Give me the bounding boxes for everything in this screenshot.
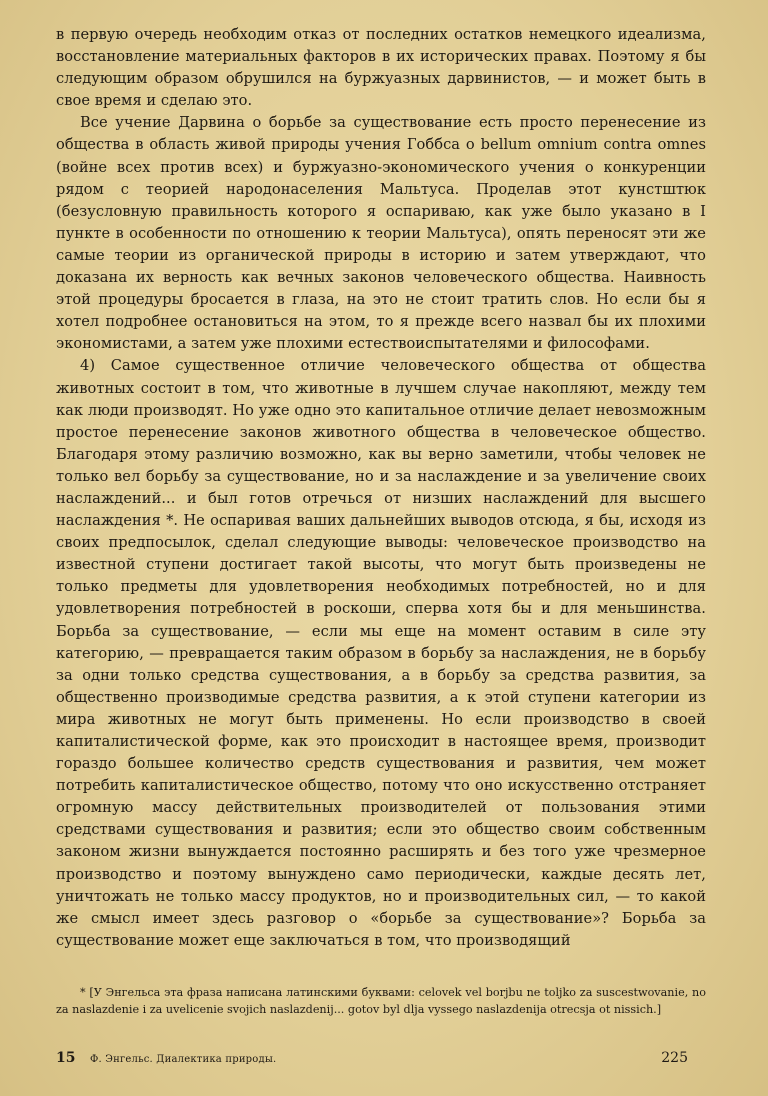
paragraph-point-4: 4) Самое существенное отличие человеческого общества от общества животных состоит в том, что животные в лучшем случае накопляют, между тем как люди производят. Но уже одно это капитальное отличие делает невозможным простое перенесение законов животного общества в человеческое общество. Благодаря этому различию возможно, как вы верно заметили, чтобы человек не только вел борьбу за существование, но и за наслаждение и за увеличение своих наслаждений... и был готов отречься от низших наслаждений для высшего наслаждения *. Не оспаривая ваших дальнейших выводов отсюда, я бы, исходя из своих предпосылок, сделал следующие выводы: человеческое производство на известной ступени достигает такой высоты, что могут быть произведены не только предметы для удовлетворения необходимых потребностей, но и для удовлетворения потребностей в роскоши, сперва хотя бы и для меньшинства. Борьба за существование, — если мы еще на момент оставим в силе эту категорию, — превращается таким образом в борьбу за наслаждения, не в борьбу за одни только средства существования, а в борьбу за средства развития, за общественно производимые средства развития, а к этой ступени категории из мира животных не могут быть применены. Но если производство в своей капиталистической форме, как это происходит в настоящее время, производит гораздо большее количество средств существования и развития, чем может потребить капиталистическое общество, потому что оно искусственно отстраняет огромную массу действительных производителей от пользования этими средствами существования и развития; если это общество своим собственным законом жизни вынуждается постоянно расширять и без того уже чрезмерное производство и поэтому вынуждено само периодически, каждые десять лет, уничтожать не только массу продуктов, но и производительных сил, — то какой же смысл имеет здесь разговор о «борьбе за существование»? Борьба за существование может еще заключаться в том, что производящий: [56, 357, 706, 949]
paragraph-darwin: Все учение Дарвина о борьбе за существование есть просто перенесение из общества в область живой природы учения Гоббса о bellum omnium contra omnes (войне всех против всех) и буржуазно-экономического учения о конкуренции рядом с теорией народонаселения Мальтуса. Проделав этот кунстштюк (безусловную правильность которого я оспариваю, как уже было указано в I пункте в особенности по отношению к теории Мальтуса), опять переносят эти же самые теории из органической природы в историю и затем утверждают, что доказана их верность как вечных законов человеческого общества. Наивность этой процедуры бросается в глаза, на это не стоит тратить слов. Но если бы я хотел подробнее остановиться на этом, то я прежде всего назвал бы их плохими экономистами, а затем уже плохими естествоиспытателями и философами.: [56, 114, 706, 353]
signature-number: 15: [56, 1050, 76, 1066]
footnote-text: * [У Энгельса эта фраза написана латинскими буквами: celovek vel borjbu ne toljko za suscestwovanie, no za naslazdenie i za uvelicenie svojich naslazdenij... gotov byl dlja vyssego naslazdenija otrecsja ot nissich.]: [56, 986, 706, 1016]
footnote: [56, 984, 706, 1018]
paragraph-continuation: в первую очередь необходим отказ от последних остатков немецкого идеализма, восстановление материальных факторов в их исторических правах. Поэтому я бы следующим образом обрушился на буржуазных дарвинистов, — и может быть в свое время и сделаю это.: [56, 26, 706, 110]
main-text: [56, 24, 706, 952]
page-number: 225: [661, 1050, 688, 1066]
signature-text: Ф. Энгельс. Диалектика природы.: [90, 1054, 277, 1065]
